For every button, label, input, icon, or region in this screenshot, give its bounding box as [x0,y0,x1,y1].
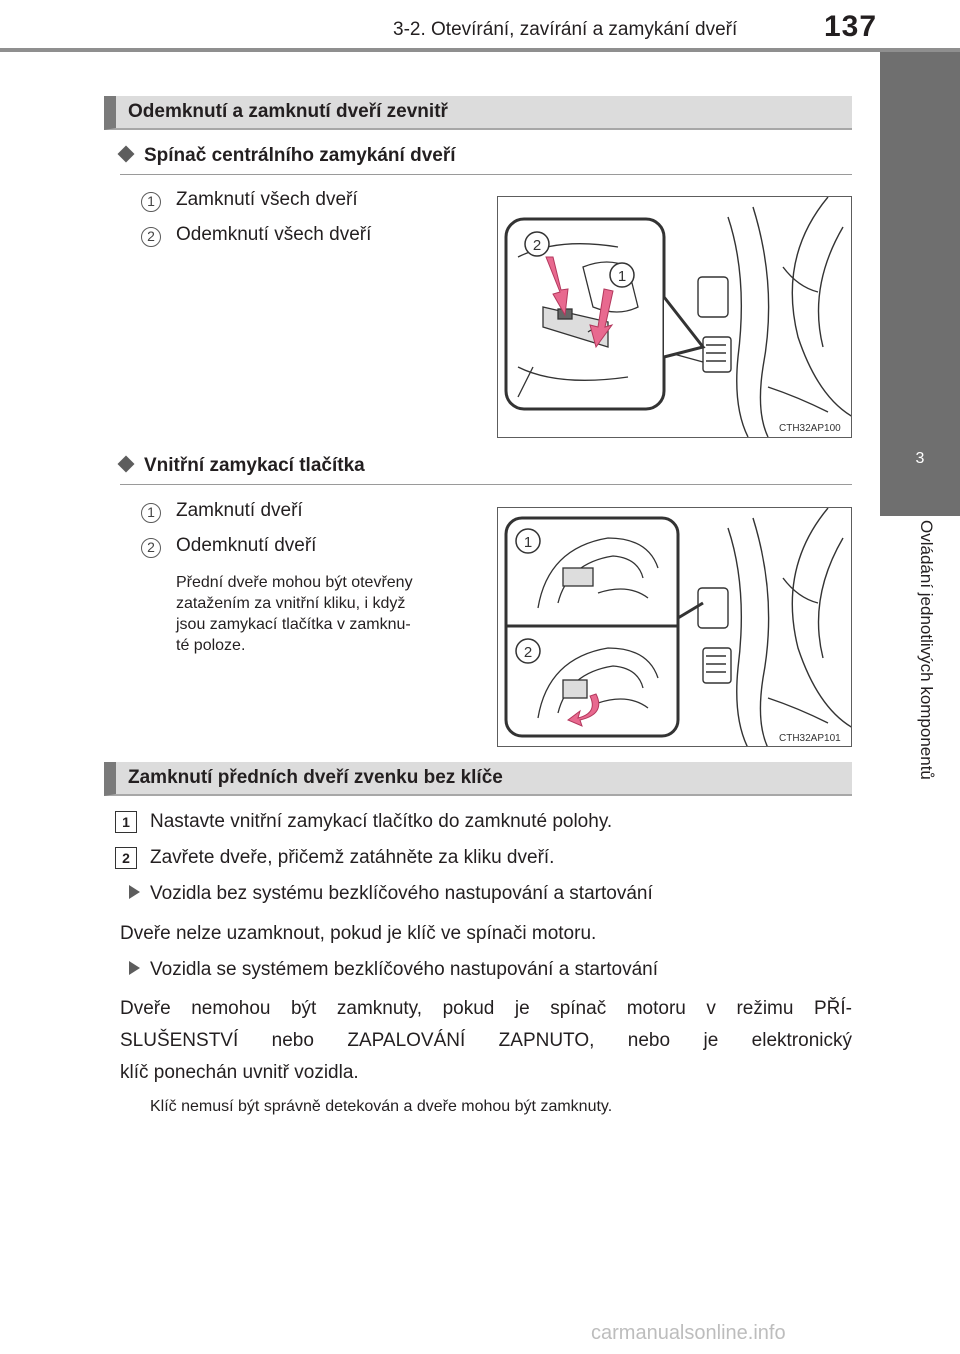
watermark: carmanualsonline.info [591,1322,786,1344]
number-badge: 1 [141,192,161,212]
step-text: Nastavte vnitřní zamykací tlačítko do zamknuté polohy. [150,811,613,832]
paragraph: Dveře nelze uzamknout, pokud je klíč ve spínači motoru. [120,923,597,944]
step-text: Zavřete dveře, přičemž zatáhněte za kliku dveří. [150,847,555,868]
figure-callout-2: 2 [532,237,542,254]
list-item: Zamknutí všech dveří [176,189,358,210]
paragraph [120,993,852,1089]
figure-callout-1: 1 [617,268,627,285]
number-badge: 1 [141,503,161,523]
section-title: Zamknutí předních dveří zvenku bez klíče [128,767,503,788]
list-item: Odemknutí dveří [176,535,317,556]
paragraph-line: SLUŠENSTVÍ nebo ZAPALOVÁNÍ ZAPNUTO, nebo je elektronický [120,1030,852,1051]
step-number: 1 [115,811,137,833]
condition-title: Vozidla bez systému bezklíčového nastupování a startování [150,883,653,904]
side-tab-label: Ovládání jednotlivých komponentů [917,520,936,780]
list-item: Odemknutí všech dveří [176,224,372,245]
note-line: Přední dveře mohou být otevřeny [176,574,413,591]
condition-title: Vozidla se systémem bezklíčového nastupování a startování [150,959,658,980]
note-paragraph [176,572,488,656]
figure-code: CTH32AP100 [779,423,841,434]
figure-callout-2: 2 [523,644,533,661]
number-badge: 2 [141,538,161,558]
section-header [104,96,852,130]
side-tab-bar [880,52,960,426]
subheading [120,145,456,167]
step-number: 2 [115,847,137,869]
page-number: 137 [824,10,878,43]
triangle-bullet-icon [129,961,140,975]
section-title: Odemknutí a zamknutí dveří zevnitř [128,101,448,122]
note-text: Klíč nemusí být správně detekován a dveře mohou být zamknuty. [150,1098,613,1115]
note-line: zatažením za vnitřní kliku, i když [176,595,406,612]
subheading-rule [120,174,852,175]
condition-heading [129,954,658,986]
paragraph-line: Dveře nemohou být zamknuty, pokud je spínač motoru v režimu PŘÍ- [120,998,852,1019]
header-rule [0,48,960,52]
subheading-rule [120,484,852,485]
figure-code: CTH32AP101 [779,733,841,744]
diamond-icon [118,456,135,473]
figure-callout-1: 1 [523,534,533,551]
door-lock-switch-illustration [498,197,852,438]
section-header [104,762,852,796]
condition-heading [129,878,653,910]
number-badge: 2 [141,227,161,247]
triangle-bullet-icon [129,885,140,899]
diamond-icon [118,146,135,163]
side-tab-number: 3 [880,426,960,516]
figure-inside-lock-buttons [497,507,852,747]
chapter-title: 3-2. Otevírání, zavírání a zamykání dveří [393,19,738,40]
note-line: té poloze. [176,637,246,654]
list-item: Zamknutí dveří [176,500,303,521]
subheading [120,455,365,477]
inside-lock-buttons-illustration [498,508,852,747]
note-line: jsou zamykací tlačítka v zamknu- [176,616,411,633]
subheading-text: Vnitřní zamykací tlačítka [144,455,365,476]
paragraph-line: klíč ponechán uvnitř vozidla. [120,1062,359,1083]
subheading-text: Spínač centrálního zamykání dveří [144,145,456,166]
figure-door-lock-switch [497,196,852,438]
